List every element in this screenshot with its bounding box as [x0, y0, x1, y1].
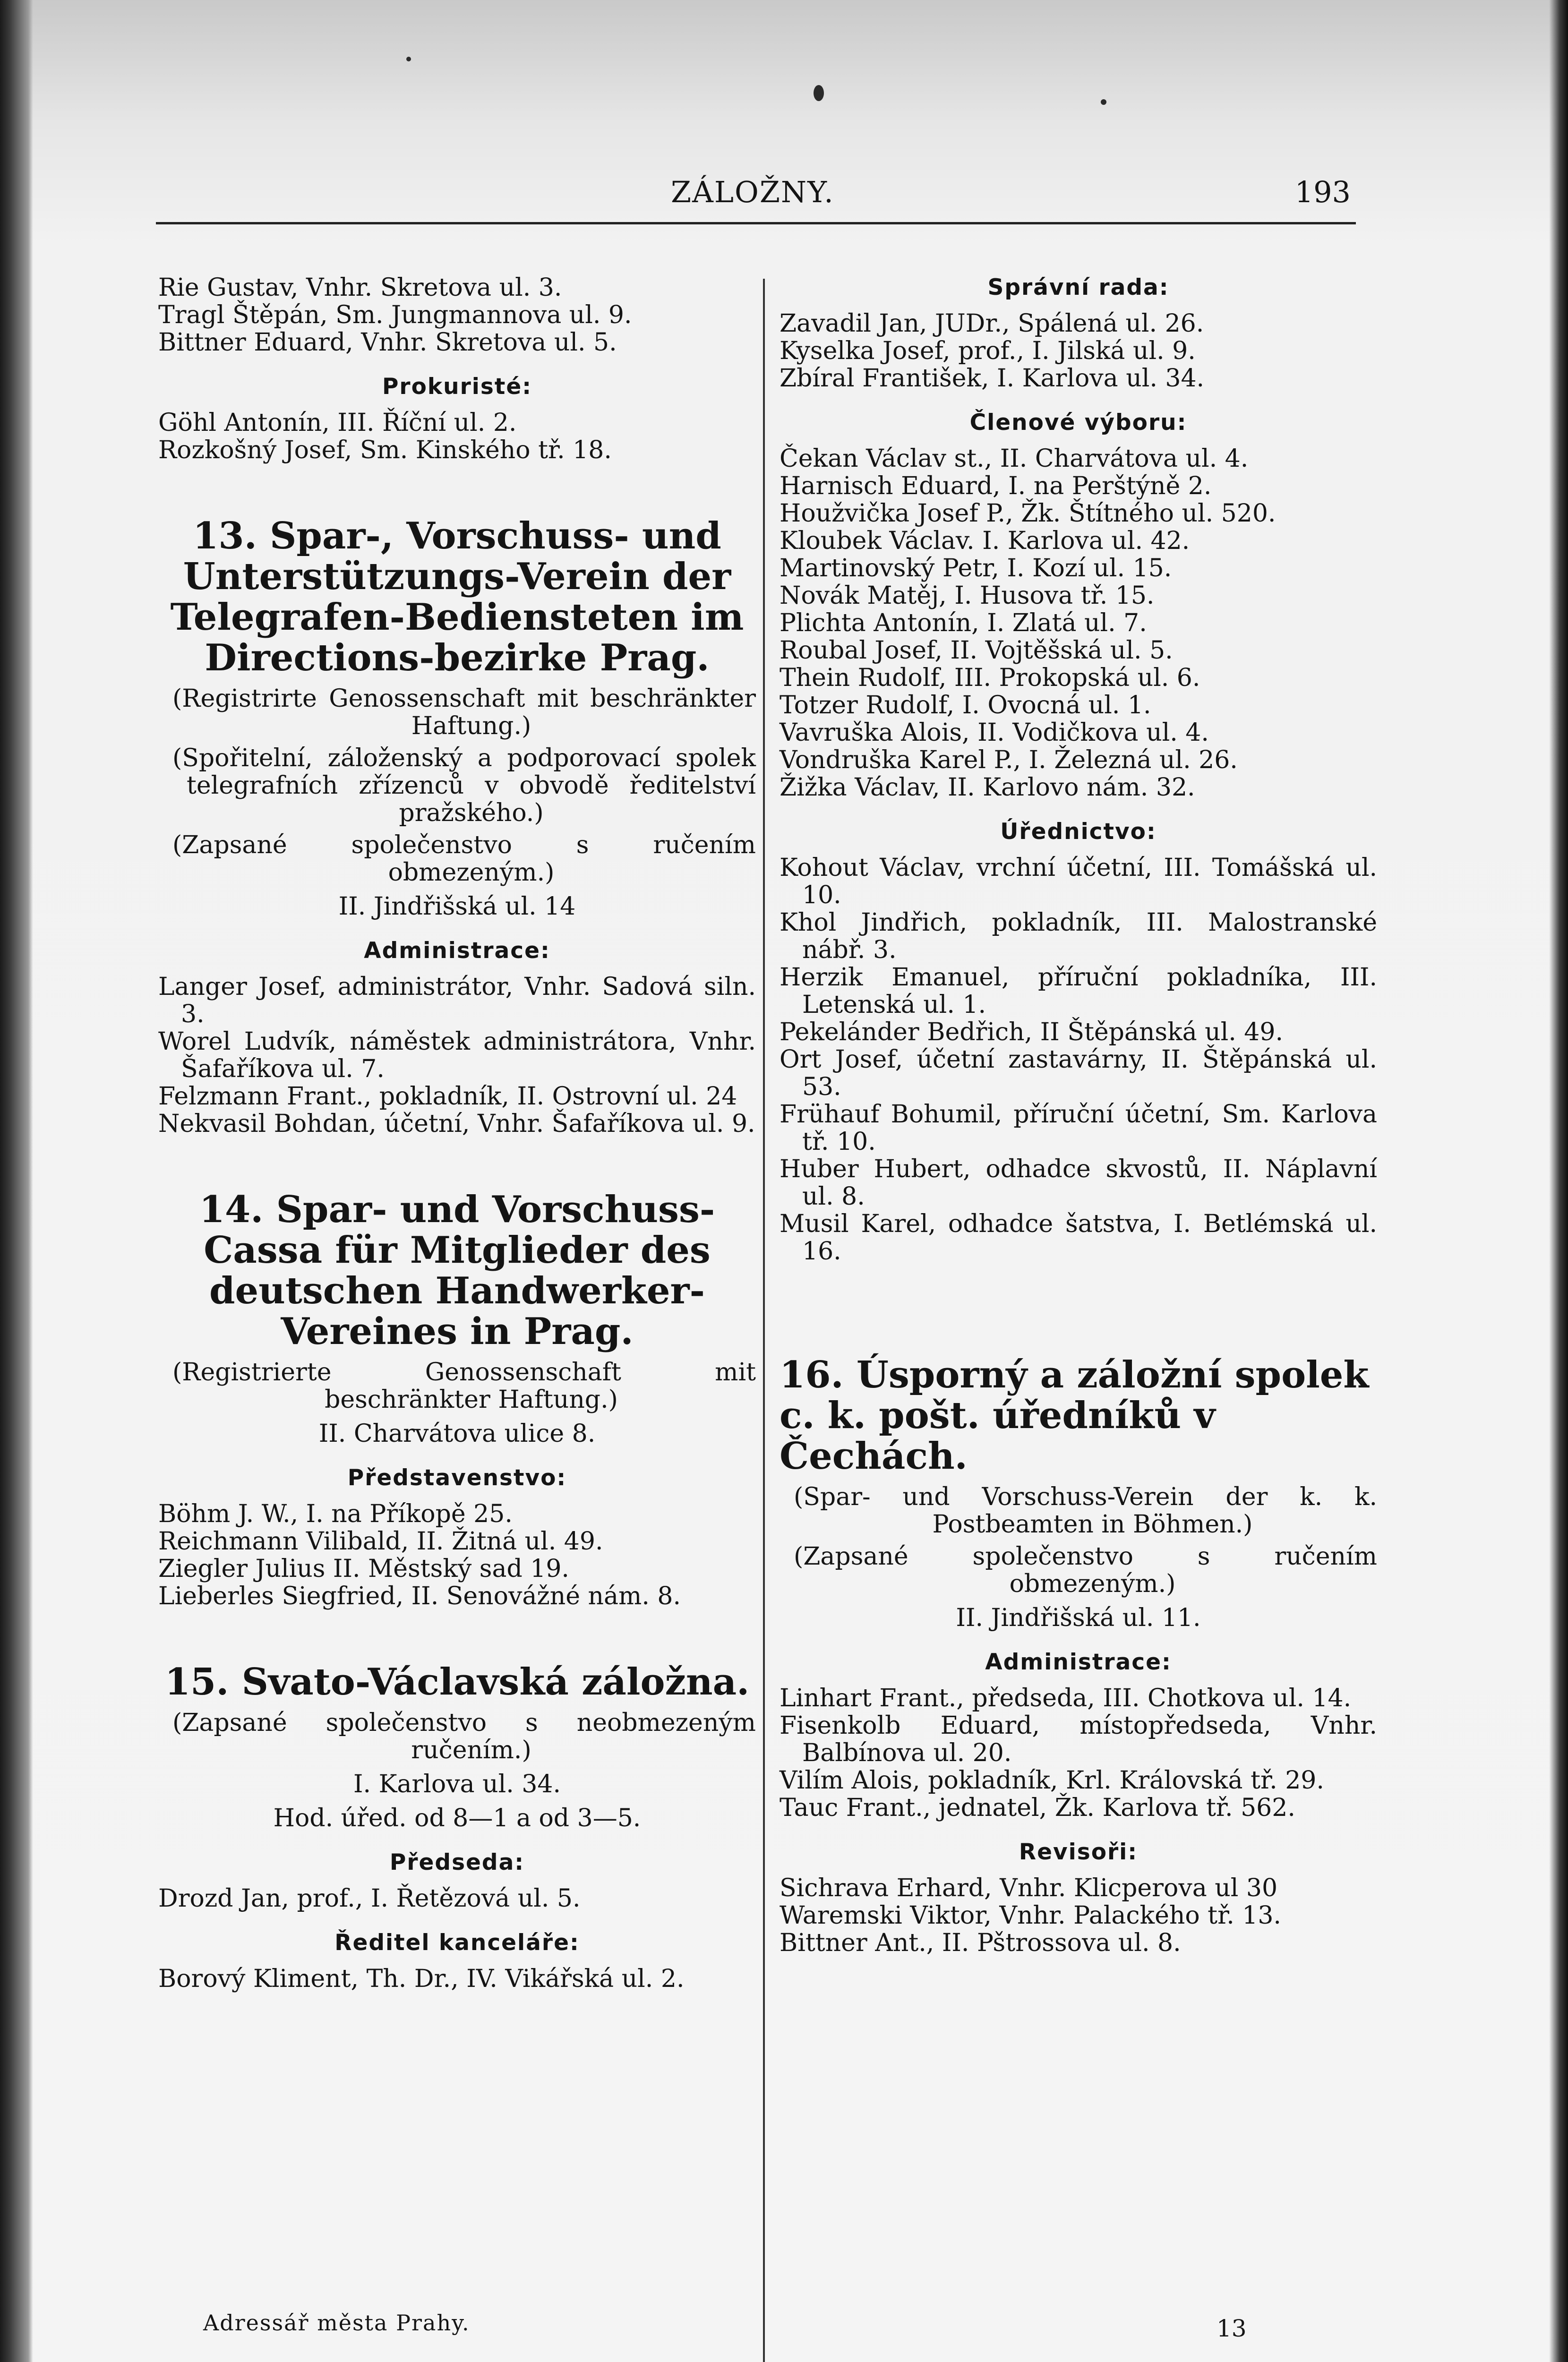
entry: Martinovský Petr, I. Kozí ul. 15.: [780, 554, 1172, 582]
entry: Čekan Václav st., II. Charvátova ul. 4.: [780, 445, 1249, 473]
address: I. Karlova ul. 34.: [353, 1770, 561, 1798]
note: (Zapsané společenstvo s ručením obmezeným.): [794, 1542, 1377, 1598]
entry: Harnisch Eduard, I. na Perštýně 2.: [780, 472, 1212, 500]
section-title: 13. Spar-, Vorschuss- und Unterstützungs-Verein der Telegrafen-Bediensteten im Directions-bezirke Prag.: [170, 514, 744, 679]
section-heading: Úřednictvo:: [1000, 819, 1157, 845]
entry: Tragl Štěpán, Sm. Jungmannova ul. 9.: [158, 301, 632, 329]
entry: Fisenkolb Eduard, místopředseda, Vnhr. Balbínova ul. 20.: [780, 1712, 1377, 1767]
section-title: 16. Úsporný a záložní spolek c. k. pošt. úředníků v Čechách.: [780, 1353, 1369, 1478]
note: (Spořitelní, záloženský a podporovací spolek telegrafních zřízenců v obvodě ředitelství pražského.): [172, 744, 756, 827]
entry: Zavadil Jan, JUDr., Spálená ul. 26.: [780, 309, 1204, 338]
section-heading: Revisoři:: [1019, 1839, 1138, 1865]
entry: Drozd Jan, prof., I. Řetězová ul. 5.: [158, 1884, 581, 1913]
entry: Musil Karel, odhadce šatstva, I. Betlémská ul. 16.: [780, 1210, 1377, 1266]
entry: Lieberles Siegfried, II. Senovážné nám. 8.: [158, 1582, 681, 1610]
entry: Žižka Václav, II. Karlovo nám. 32.: [780, 773, 1195, 802]
ink-spot: [1101, 99, 1106, 105]
entry: Kohout Václav, vrchní účetní, III. Tomášská ul. 10.: [780, 854, 1377, 909]
entry: Linhart Frant., předseda, III. Chotkova ul. 14.: [780, 1684, 1352, 1712]
entry: Novák Matěj, I. Husova tř. 15.: [780, 582, 1155, 610]
running-head: ZÁLOŽNY.: [671, 175, 834, 209]
ink-spot: [406, 57, 411, 61]
address: II. Jindřišská ul. 11.: [956, 1604, 1201, 1632]
entry: Tauc Frant., jednatel, Žk. Karlova tř. 562.: [780, 1794, 1295, 1822]
note: (Spar- und Vorschuss-Verein der k. k. Postbeamten in Böhmen.): [794, 1483, 1377, 1539]
section-heading: Správní rada:: [987, 274, 1169, 300]
footer-title: Adressář města Prahy.: [203, 2310, 470, 2336]
entry: Frühauf Bohumil, příruční účetní, Sm. Karlova tř. 10.: [780, 1100, 1377, 1156]
entry: Sichrava Erhard, Vnhr. Klicperova ul 30: [780, 1874, 1278, 1902]
section-heading: Administrace:: [364, 938, 550, 964]
ink-spot: [814, 85, 824, 101]
entry: Herzik Emanuel, příruční pokladníka, III. Letenská ul. 1.: [780, 963, 1377, 1019]
office-hours: Hod. úřed. od 8—1 a od 3—5.: [273, 1804, 641, 1832]
entry: Kloubek Václav. I. Karlova ul. 42.: [780, 527, 1190, 555]
section-heading: Představenstvo:: [347, 1465, 567, 1491]
right-column: [780, 274, 1377, 1957]
entry: Roubal Josef, II. Vojtěšská ul. 5.: [780, 636, 1173, 665]
entry: Houžvička Josef P., Žk. Štítného ul. 520.: [780, 499, 1276, 528]
entry: Felzmann Frant., pokladník, II. Ostrovní ul. 24: [158, 1082, 737, 1111]
entry: Huber Hubert, odhadce skvostů, II. Náplavní ul. 8.: [780, 1155, 1377, 1211]
note: (Zapsané společenstvo s neobmezeným ručením.): [172, 1709, 756, 1764]
entry: Vavruška Alois, II. Vodičkova ul. 4.: [780, 719, 1209, 747]
note: (Registrierte Genossenschaft mit beschränkter Haftung.): [172, 1358, 756, 1414]
section-heading: Prokuristé:: [382, 374, 532, 400]
book-spine-shadow: [0, 0, 33, 2362]
entry: Waremski Viktor, Vnhr. Palackého tř. 13.: [780, 1901, 1281, 1930]
entry: Böhm J. W., I. na Příkopě 25.: [158, 1500, 513, 1528]
entry: Worel Ludvík, náměstek administrátora, Vnhr. Šafaříkova ul. 7.: [158, 1027, 756, 1083]
entry: Nekvasil Bohdan, účetní, Vnhr. Šafaříkova ul. 9.: [158, 1110, 755, 1138]
section-heading: Předseda:: [389, 1849, 525, 1875]
entry: Göhl Antonín, III. Říční ul. 2.: [158, 409, 517, 437]
entry: Rozkošný Josef, Sm. Kinského tř. 18.: [158, 436, 612, 464]
note: (Registrirte Genossenschaft mit beschränkter Haftung.): [172, 685, 756, 740]
section-heading: Administrace:: [985, 1649, 1172, 1675]
entry: Thein Rudolf, III. Prokopská ul. 6.: [780, 664, 1200, 692]
address: II. Jindřišská ul. 14: [338, 892, 576, 921]
entry: Langer Josef, administrátor, Vnhr. Sadová siln. 3.: [158, 973, 756, 1028]
entry: Plichta Antonín, I. Zlatá ul. 7.: [780, 609, 1147, 637]
entry: Rie Gustav, Vnhr. Skretova ul. 3.: [158, 274, 562, 302]
entry: Bittner Eduard, Vnhr. Skretova ul. 5.: [158, 328, 617, 357]
entry: Kyselka Josef, prof., I. Jilská ul. 9.: [780, 337, 1196, 365]
right-page-edge: [1549, 0, 1568, 2362]
entry: Khol Jindřich, pokladník, III. Malostranské nábř. 3.: [780, 908, 1377, 964]
note: (Zapsané společenstvo s ručením obmezeným.): [172, 831, 756, 887]
column-divider: [763, 279, 765, 2362]
entry: Ziegler Julius II. Městský sad 19.: [158, 1555, 569, 1583]
signature-mark: 13: [1217, 2315, 1247, 2342]
section-heading: Ředitel kanceláře:: [334, 1930, 580, 1956]
left-column: [158, 274, 756, 1993]
section-heading: Členové výboru:: [969, 410, 1187, 436]
entry: Zbíral František, I. Karlova ul. 34.: [780, 364, 1205, 393]
entry: Ort Josef, účetní zastavárny, II. Štěpánská ul. 53.: [780, 1045, 1377, 1101]
entry: Totzer Rudolf, I. Ovocná ul. 1.: [780, 691, 1151, 719]
entry: Borový Kliment, Th. Dr., IV. Vikářská ul. 2.: [158, 1965, 685, 1993]
section-title: 14. Spar- und Vorschuss-Cassa für Mitglieder des deutschen Handwerker-Vereines in Prag.: [199, 1188, 715, 1353]
page-number: 193: [1294, 175, 1351, 209]
entry: Pekelánder Bedřich, II Štěpánská ul. 49.: [780, 1018, 1283, 1046]
entry: Bittner Ant., II. Pštrossova ul. 8.: [780, 1929, 1181, 1957]
entry: Reichmann Vilibald, II. Žitná ul. 49.: [158, 1527, 603, 1556]
section-title: 15. Svato-Václavská záložna.: [164, 1660, 750, 1703]
entry: Vondruška Karel P., I. Železná ul. 26.: [780, 746, 1238, 774]
entry: Vilím Alois, pokladník, Krl. Královská tř. 29.: [780, 1766, 1324, 1795]
header-rule: [156, 222, 1356, 224]
address: II. Charvátova ulice 8.: [318, 1420, 596, 1448]
